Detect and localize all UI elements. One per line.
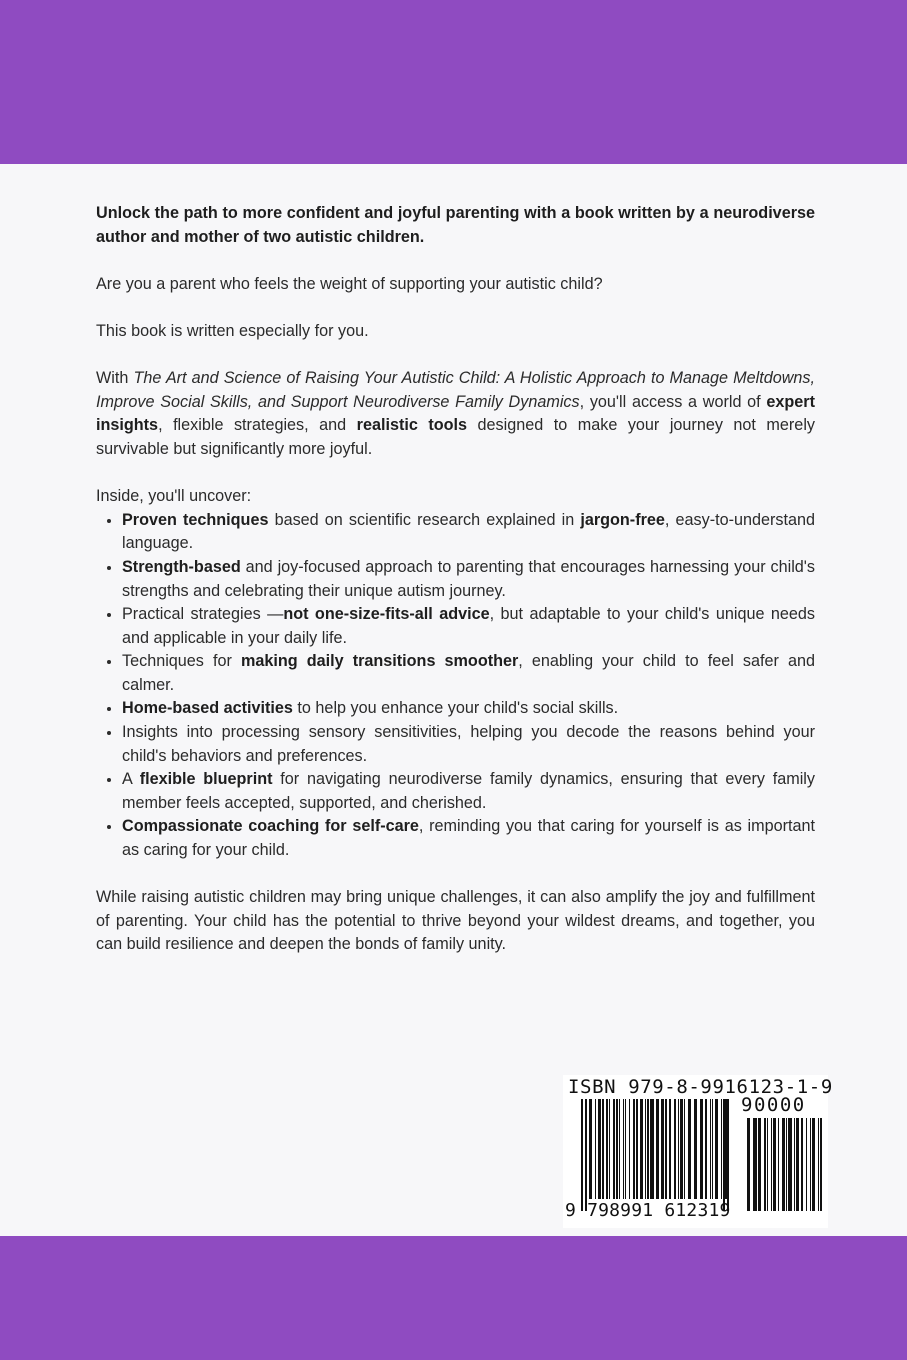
barcode-bar [688,1099,691,1179]
barcode-bar [715,1099,718,1179]
barcode-bar [669,1179,671,1199]
list-item: • Strength-based and joy-focused approach to parenting that encourages harnessing your child's strengths and celebrating their unique autism journey. [122,556,815,603]
isbn-barcode [563,1075,833,1228]
barcode-bar [753,1118,757,1211]
barcode-bar [810,1118,811,1211]
barcode-bar [786,1118,787,1211]
barcode-bar [595,1099,596,1179]
barcode-bar [680,1179,683,1199]
with-paragraph: With The Art and Science of Raising Your Autistic Child: A Holistic Approach to Manage Meltdowns, Improve Social Skills, and Support Neurodiverse Family Dynamics, you'll access a world of expert insights, flexible strategies, and realistic tools designed to make your journey not merely survivable but significantly more joyful. [96,369,816,458]
barcode-bar [613,1179,615,1199]
list-item: • Compassionate coaching for self-care, reminding you that caring for yourself is as important as caring for your child. [122,815,815,862]
barcode-bar [595,1179,596,1199]
barcode-bar [712,1179,713,1199]
barcode-bar [712,1099,713,1179]
barcode-bar [629,1099,630,1179]
barcode-bar [619,1179,620,1199]
barcode-bar [700,1179,703,1199]
barcode-bar [771,1118,772,1211]
barcode-bar [650,1179,654,1199]
inside-lead: Inside, you'll uncover: [96,487,252,506]
barcode-bar [684,1099,685,1179]
barcode-bar [694,1179,697,1199]
barcode-bar [661,1179,664,1199]
book-title: The Art and Science of Raising Your Autistic Child: A Holistic Approach to Manage Meltdowns, Improve Social Skills, and Support Neurodiverse Family Dynamics [96,369,816,411]
barcode-bar [665,1179,667,1199]
barcode-bar [606,1179,608,1199]
barcode-bar [705,1179,707,1199]
barcode-bar [640,1179,643,1199]
barcode-bar [598,1099,601,1179]
barcode-bar [812,1118,815,1211]
barcode-bar [609,1179,610,1199]
barcode-bar [613,1099,615,1179]
list-item: • Techniques for making daily transitions smoother, enabling your child to feel safer and calmer. [122,650,815,697]
barcode-bar [674,1179,676,1199]
barcode-bar [788,1118,792,1211]
list-item: • Insights into processing sensory sensitivities, helping you decode the reasons behind your child's behaviors and preferences. [122,721,815,768]
back-cover-page [0,164,907,1236]
barcode-bar [609,1099,610,1179]
barcode-bar [598,1179,601,1199]
barcode-bar [680,1099,683,1179]
barcode-guard-bar [581,1099,583,1211]
barcode-bar [782,1118,785,1211]
top-purple-band [0,0,907,164]
barcode-bar [705,1099,707,1179]
barcode-bar [806,1118,807,1211]
barcode-bar [661,1099,664,1179]
barcode-bar [640,1099,643,1179]
barcode-bar [684,1179,685,1199]
barcode-bar [650,1099,654,1179]
bottom-purple-band [0,1236,907,1360]
question-paragraph: Are you a parent who feels the weight of supporting your autistic child? [96,274,603,293]
intro-paragraph: Unlock the path to more confident and joyful parenting with a book written by a neurodiverse author and mother of two autistic children. [96,204,815,246]
barcode-bar [619,1099,620,1179]
barcode-bar [606,1099,608,1179]
barcode-bar [633,1179,635,1199]
barcode-bar [688,1179,691,1199]
barcode-bar [636,1099,638,1179]
barcode-bar [678,1179,679,1199]
closing-paragraph: While raising autistic children may bring unique challenges, it can also amplify the joy and fulfillment of parenting. Your child has the potential to thrive beyond your wildest dreams, and together, you can build resilience and deepen the bonds of family unity. [96,888,815,954]
barcode-bar [767,1118,768,1211]
barcode-bar [616,1099,618,1179]
barcode-bar [647,1099,649,1179]
barcode-bar [645,1179,646,1199]
barcode-guard-bar [727,1099,729,1211]
barcode-bar [623,1099,624,1179]
barcode-bar [656,1179,659,1199]
barcode-bar [656,1099,659,1179]
barcode-bar [710,1179,711,1199]
barcode-bar [773,1118,776,1211]
barcode-bar [794,1118,795,1211]
barcode-bar [796,1118,799,1211]
barcode-bar [602,1099,604,1179]
list-item: • Proven techniques based on scientific research explained in jargon-free, easy-to-understand language. [122,509,815,556]
barcode-bar [818,1118,819,1211]
addon-number: 90000 [741,1094,806,1116]
barcode-bar [636,1179,638,1199]
barcode-bar [629,1179,630,1199]
barcode-bar [715,1179,718,1199]
barcode-bar [589,1099,592,1179]
barcode-bar [669,1099,671,1179]
barcode-bar [747,1118,750,1211]
barcode-bar [710,1099,711,1179]
barcode-bar [665,1099,667,1179]
barcode-bar [801,1118,803,1211]
barcode-bar [633,1099,635,1179]
barcode-digits: 9 798991 612319 [565,1200,731,1221]
barcode-bar [647,1179,649,1199]
barcode-bar [616,1179,618,1199]
barcode-bar [674,1099,676,1179]
list-item: • Home-based activities to help you enhance your child's social skills. [122,697,815,721]
list-item: • A flexible blueprint for navigating neurodiverse family dynamics, ensuring that every family member feels accepted, supported, and cherished. [122,768,815,815]
barcode-bar [721,1099,722,1179]
barcode-guard-bar [723,1099,725,1211]
barcode-bar [589,1179,592,1199]
barcode-bar [645,1099,646,1179]
barcode-guard-bar [585,1099,587,1211]
blurb-text [96,202,815,981]
barcode-bar [625,1179,626,1199]
barcode-bar [778,1118,779,1211]
barcode-bar [678,1099,679,1179]
barcode-bar [820,1118,822,1211]
for-you-paragraph: This book is written especially for you. [96,321,369,340]
barcode-bar [694,1099,697,1179]
barcode-bar [721,1179,722,1199]
barcode-bar [758,1118,761,1211]
barcode-bar [625,1099,626,1179]
list-item: • Practical strategies —not one-size-fits-all advice, but adaptable to your child's unique needs and applicable in your daily life. [122,603,815,650]
barcode-bar [602,1179,604,1199]
barcode-bar [700,1099,703,1179]
features-list [96,509,815,863]
isbn-label: ISBN 979-8-9916123-1-9 [568,1076,833,1098]
barcode-bar [764,1118,766,1211]
barcode-bar [623,1179,624,1199]
